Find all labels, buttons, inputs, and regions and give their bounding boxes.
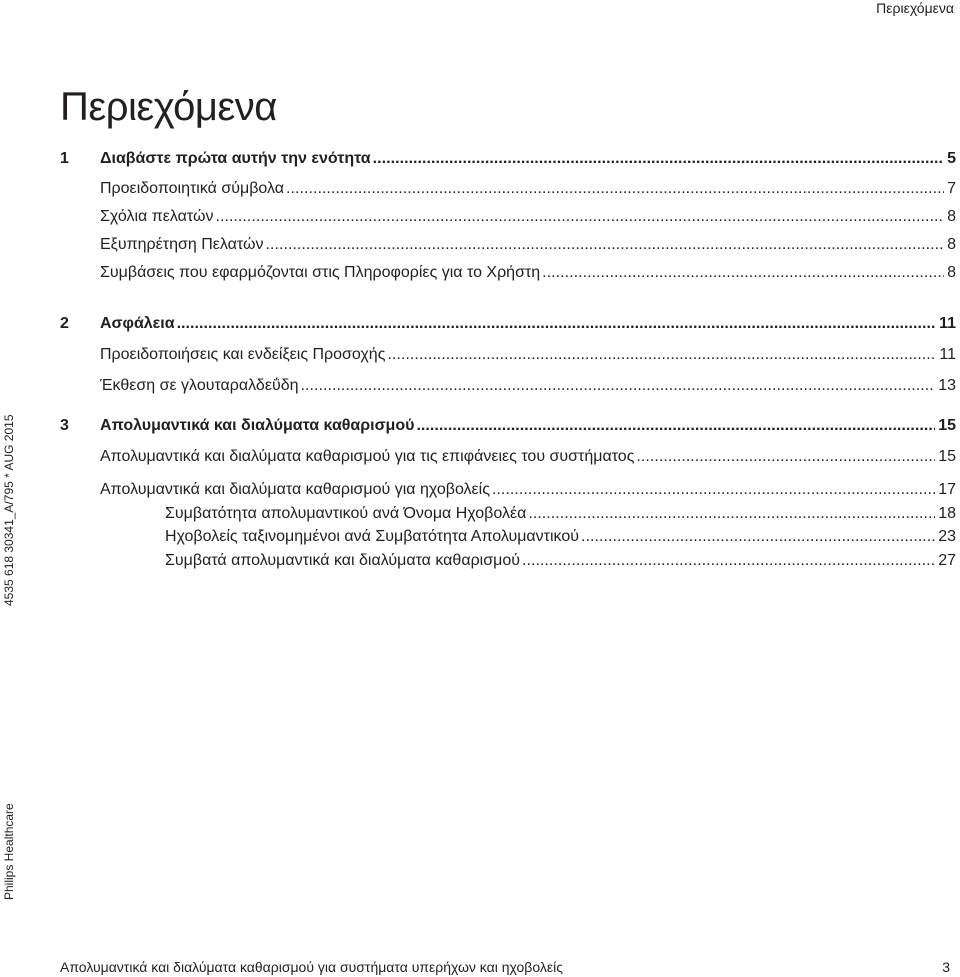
toc-entry-title: Απολυμαντικά και διαλύματα καθαρισμού για ηχοβολείς	[100, 481, 490, 498]
toc-chapter-1[interactable]	[60, 148, 956, 170]
toc-entry-title: Προειδοποιήσεις και ενδείξεις Προσοχής	[100, 346, 386, 363]
toc-leader-dots	[215, 206, 944, 228]
toc-leader-dots	[492, 479, 935, 501]
toc-leader-dots	[581, 526, 935, 548]
company-margin	[2, 800, 16, 900]
toc-entry-title: Προειδοποιητικά σύμβολα	[100, 180, 285, 197]
toc-entry-title: Έκθεση σε γλουταραλδεΰδη	[100, 377, 299, 394]
toc-page-number: 27	[938, 552, 956, 569]
toc-entry-title: Σχόλια πελατών	[100, 208, 214, 225]
toc-leader-dots	[177, 313, 937, 335]
toc-page-number: 11	[939, 315, 956, 332]
toc-entry[interactable]	[100, 178, 956, 200]
toc-entry[interactable]	[100, 375, 956, 397]
toc-entry-title: Συμβατότητα απολυμαντικού ανά Όνομα Ηχοβολέα	[165, 505, 527, 522]
toc-entry[interactable]	[100, 262, 956, 284]
toc-leader-dots	[387, 344, 936, 366]
toc-entry[interactable]	[100, 344, 956, 366]
document-code-text: 4535 618 30341_A/795 * AUG 2015	[2, 414, 16, 606]
toc-entry-title: Ασφάλεια	[100, 315, 175, 332]
footer-page-number: 3	[942, 959, 950, 975]
toc-entry-title: Εξυπηρέτηση Πελατών	[100, 236, 264, 253]
toc-entry-title: Συμβατά απολυμαντικά και διαλύματα καθαρισμού	[165, 552, 520, 569]
toc-chapter-number: 2	[60, 315, 69, 332]
toc-leader-dots	[265, 234, 944, 256]
toc-page-number: 8	[947, 208, 956, 225]
toc-page-number: 23	[938, 528, 956, 545]
toc-leader-dots	[542, 262, 944, 284]
toc-entry[interactable]	[100, 479, 956, 501]
toc-entry[interactable]	[100, 234, 956, 256]
toc-entry-title: Απολυμαντικά και διαλύματα καθαρισμού για τις επιφάνειες του συστήματος	[100, 448, 635, 465]
toc-leader-dots	[522, 550, 935, 572]
toc-page-number: 8	[947, 236, 956, 253]
toc-page-number: 17	[938, 481, 956, 498]
toc-subentry[interactable]	[165, 503, 956, 525]
page-title: Περιεχόμενα	[60, 85, 277, 129]
toc-subentry[interactable]	[165, 526, 956, 548]
toc-entry-title: Συμβάσεις που εφαρμόζονται στις Πληροφορίες για το Χρήστη	[100, 264, 541, 281]
company-name: Philips Healthcare	[2, 803, 16, 900]
toc-entry[interactable]	[100, 446, 956, 468]
toc-leader-dots	[528, 503, 935, 525]
toc-entry-title: Ηχοβολείς ταξινομημένοι ανά Συμβατότητα Απολυμαντικού	[165, 528, 580, 545]
toc-entry-title: Διαβάστε πρώτα αυτήν την ενότητα	[100, 150, 371, 167]
toc-page-number: 13	[938, 377, 956, 394]
toc-leader-dots	[416, 415, 935, 437]
toc-leader-dots	[373, 148, 944, 170]
toc-page-number: 5	[947, 150, 956, 167]
toc-chapter-number: 1	[60, 150, 69, 167]
toc-page-number: 15	[938, 417, 956, 434]
toc-chapter-2[interactable]	[60, 313, 956, 335]
toc-page-number: 8	[947, 264, 956, 281]
toc-leader-dots	[286, 178, 944, 200]
toc-entry-title: Απολυμαντικά και διαλύματα καθαρισμού	[100, 417, 415, 434]
toc-page-number: 7	[947, 180, 956, 197]
toc-page-number: 18	[938, 505, 956, 522]
toc-leader-dots	[301, 375, 936, 397]
toc-page-number: 11	[939, 346, 956, 363]
toc-subentry[interactable]	[165, 550, 956, 572]
footer-document-title: Απολυμαντικά και διαλύματα καθαρισμού για συστήματα υπερήχων και ηχοβολείς	[60, 959, 563, 975]
toc-chapter-3[interactable]	[60, 415, 956, 437]
toc-page-number: 15	[938, 448, 956, 465]
running-header: Περιεχόμενα	[876, 0, 954, 16]
toc-entry[interactable]	[100, 206, 956, 228]
toc-chapter-number: 3	[60, 417, 69, 434]
document-code-margin	[2, 366, 16, 606]
toc-leader-dots	[636, 446, 935, 468]
